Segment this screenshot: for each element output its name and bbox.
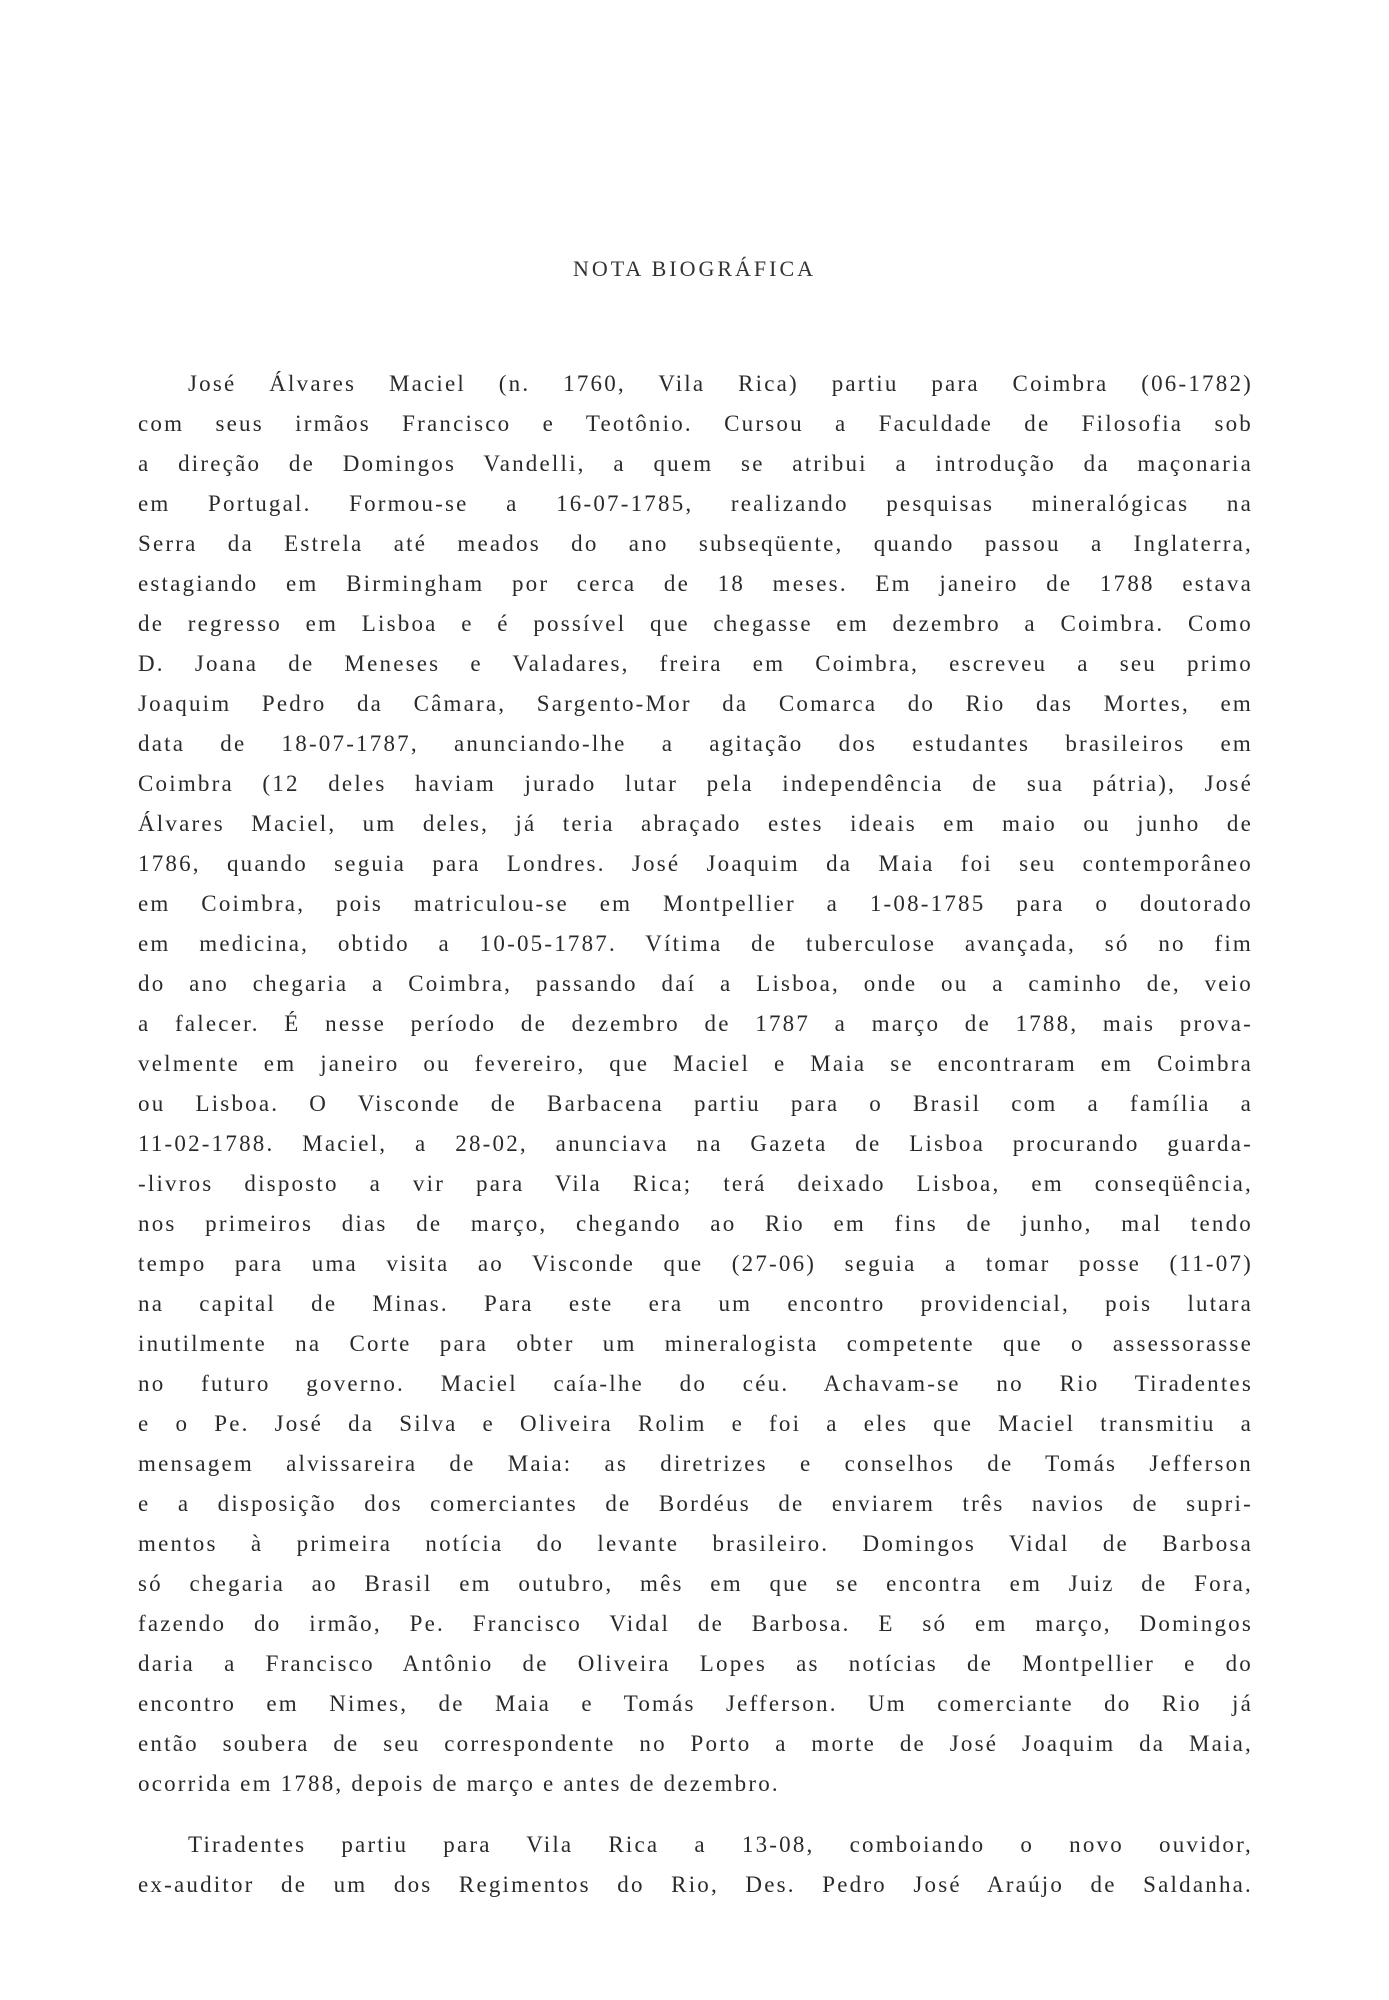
text-line: Serra da Estrela até meados do ano subseqüente, quando passou a Inglaterra, (138, 531, 1253, 556)
text-line: em Portugal. Formou-se a 16-07-1785, realizando pesquisas mineralógicas na (138, 491, 1253, 516)
text-line: mentos à primeira notícia do levante brasileiro. Domingos Vidal de Barbosa (138, 1531, 1253, 1556)
text-line: a falecer. É nesse período de dezembro de 1787 a março de 1788, mais prova- (138, 1011, 1253, 1036)
text-line: 11-02-1788. Maciel, a 28-02, anunciava na Gazeta de Lisboa procurando guarda- (138, 1131, 1253, 1156)
text-line: data de 18-07-1787, anunciando-lhe a agitação dos estudantes brasileiros em (138, 731, 1253, 756)
text-line: tempo para uma visita ao Visconde que (27-06) seguia a tomar posse (11-07) (138, 1251, 1253, 1276)
text-line: fazendo do irmão, Pe. Francisco Vidal de Barbosa. E só em março, Domingos (138, 1611, 1253, 1636)
text-line: Tiradentes partiu para Vila Rica a 13-08, comboiando o novo ouvidor, (188, 1832, 1253, 1857)
text-line: em Coimbra, pois matriculou-se em Montpellier a 1-08-1785 para o doutorado (138, 891, 1253, 916)
text-line: em medicina, obtido a 10-05-1787. Vítima de tuberculose avançada, só no fim (138, 931, 1253, 956)
text-line: no futuro governo. Maciel caía-lhe do céu. Achavam-se no Rio Tiradentes (138, 1371, 1253, 1396)
page-title: NOTA BIOGRÁFICA (572, 256, 817, 281)
text-line: Álvares Maciel, um deles, já teria abraçado estes ideais em maio ou junho de (138, 811, 1253, 836)
text-line: -livros disposto a vir para Vila Rica; terá deixado Lisboa, em conseqüência, (138, 1171, 1253, 1196)
text-line: estagiando em Birmingham por cerca de 18 meses. Em janeiro de 1788 estava (138, 571, 1253, 596)
text-line: e a disposição dos comerciantes de Bordéus de enviarem três navios de supri- (138, 1491, 1253, 1516)
text-line: inutilmente na Corte para obter um mineralogista competente que o assessorasse (138, 1331, 1253, 1356)
text-line: ocorrida em 1788, depois de março e antes de dezembro. (138, 1771, 780, 1796)
paragraph-1 (138, 364, 1253, 1804)
paragraph-2 (138, 1825, 1253, 1905)
text-line: D. Joana de Meneses e Valadares, freira em Coimbra, escreveu a seu primo (138, 651, 1253, 676)
text-line: na capital de Minas. Para este era um encontro providencial, pois lutara (138, 1291, 1253, 1316)
text-line: com seus irmãos Francisco e Teotônio. Cursou a Faculdade de Filosofia sob (138, 411, 1253, 436)
text-line: José Álvares Maciel (n. 1760, Vila Rica) partiu para Coimbra (06-1782) (188, 371, 1253, 396)
text-line: ex-auditor de um dos Regimentos do Rio, Des. Pedro José Araújo de Saldanha. (138, 1872, 1253, 1897)
text-line: Joaquim Pedro da Câmara, Sargento-Mor da Comarca do Rio das Mortes, em (138, 691, 1253, 716)
text-line: de regresso em Lisboa e é possível que chegasse em dezembro a Coimbra. Como (138, 611, 1253, 636)
text-line: velmente em janeiro ou fevereiro, que Maciel e Maia se encontraram em Coimbra (138, 1051, 1253, 1076)
text-line: do ano chegaria a Coimbra, passando daí a Lisboa, onde ou a caminho de, veio (138, 971, 1253, 996)
text-line: ou Lisboa. O Visconde de Barbacena partiu para o Brasil com a família a (138, 1091, 1253, 1116)
text-line: encontro em Nimes, de Maia e Tomás Jefferson. Um comerciante do Rio já (138, 1691, 1253, 1716)
text-line: a direção de Domingos Vandelli, a quem se atribui a introdução da maçonaria (138, 451, 1253, 476)
text-line: Coimbra (12 deles haviam jurado lutar pela independência de sua pátria), José (138, 771, 1253, 796)
text-line: nos primeiros dias de março, chegando ao Rio em fins de junho, mal tendo (138, 1211, 1253, 1236)
text-line: mensagem alvissareira de Maia: as diretrizes e conselhos de Tomás Jefferson (138, 1451, 1253, 1476)
text-line: então soubera de seu correspondente no Porto a morte de José Joaquim da Maia, (138, 1731, 1253, 1756)
text-line: e o Pe. José da Silva e Oliveira Rolim e foi a eles que Maciel transmitiu a (138, 1411, 1253, 1436)
text-line: só chegaria ao Brasil em outubro, mês em que se encontra em Juiz de Fora, (138, 1571, 1253, 1596)
text-line: daria a Francisco Antônio de Oliveira Lopes as notícias de Montpellier e do (138, 1651, 1253, 1676)
text-line: 1786, quando seguia para Londres. José Joaquim da Maia foi seu contemporâneo (138, 851, 1253, 876)
